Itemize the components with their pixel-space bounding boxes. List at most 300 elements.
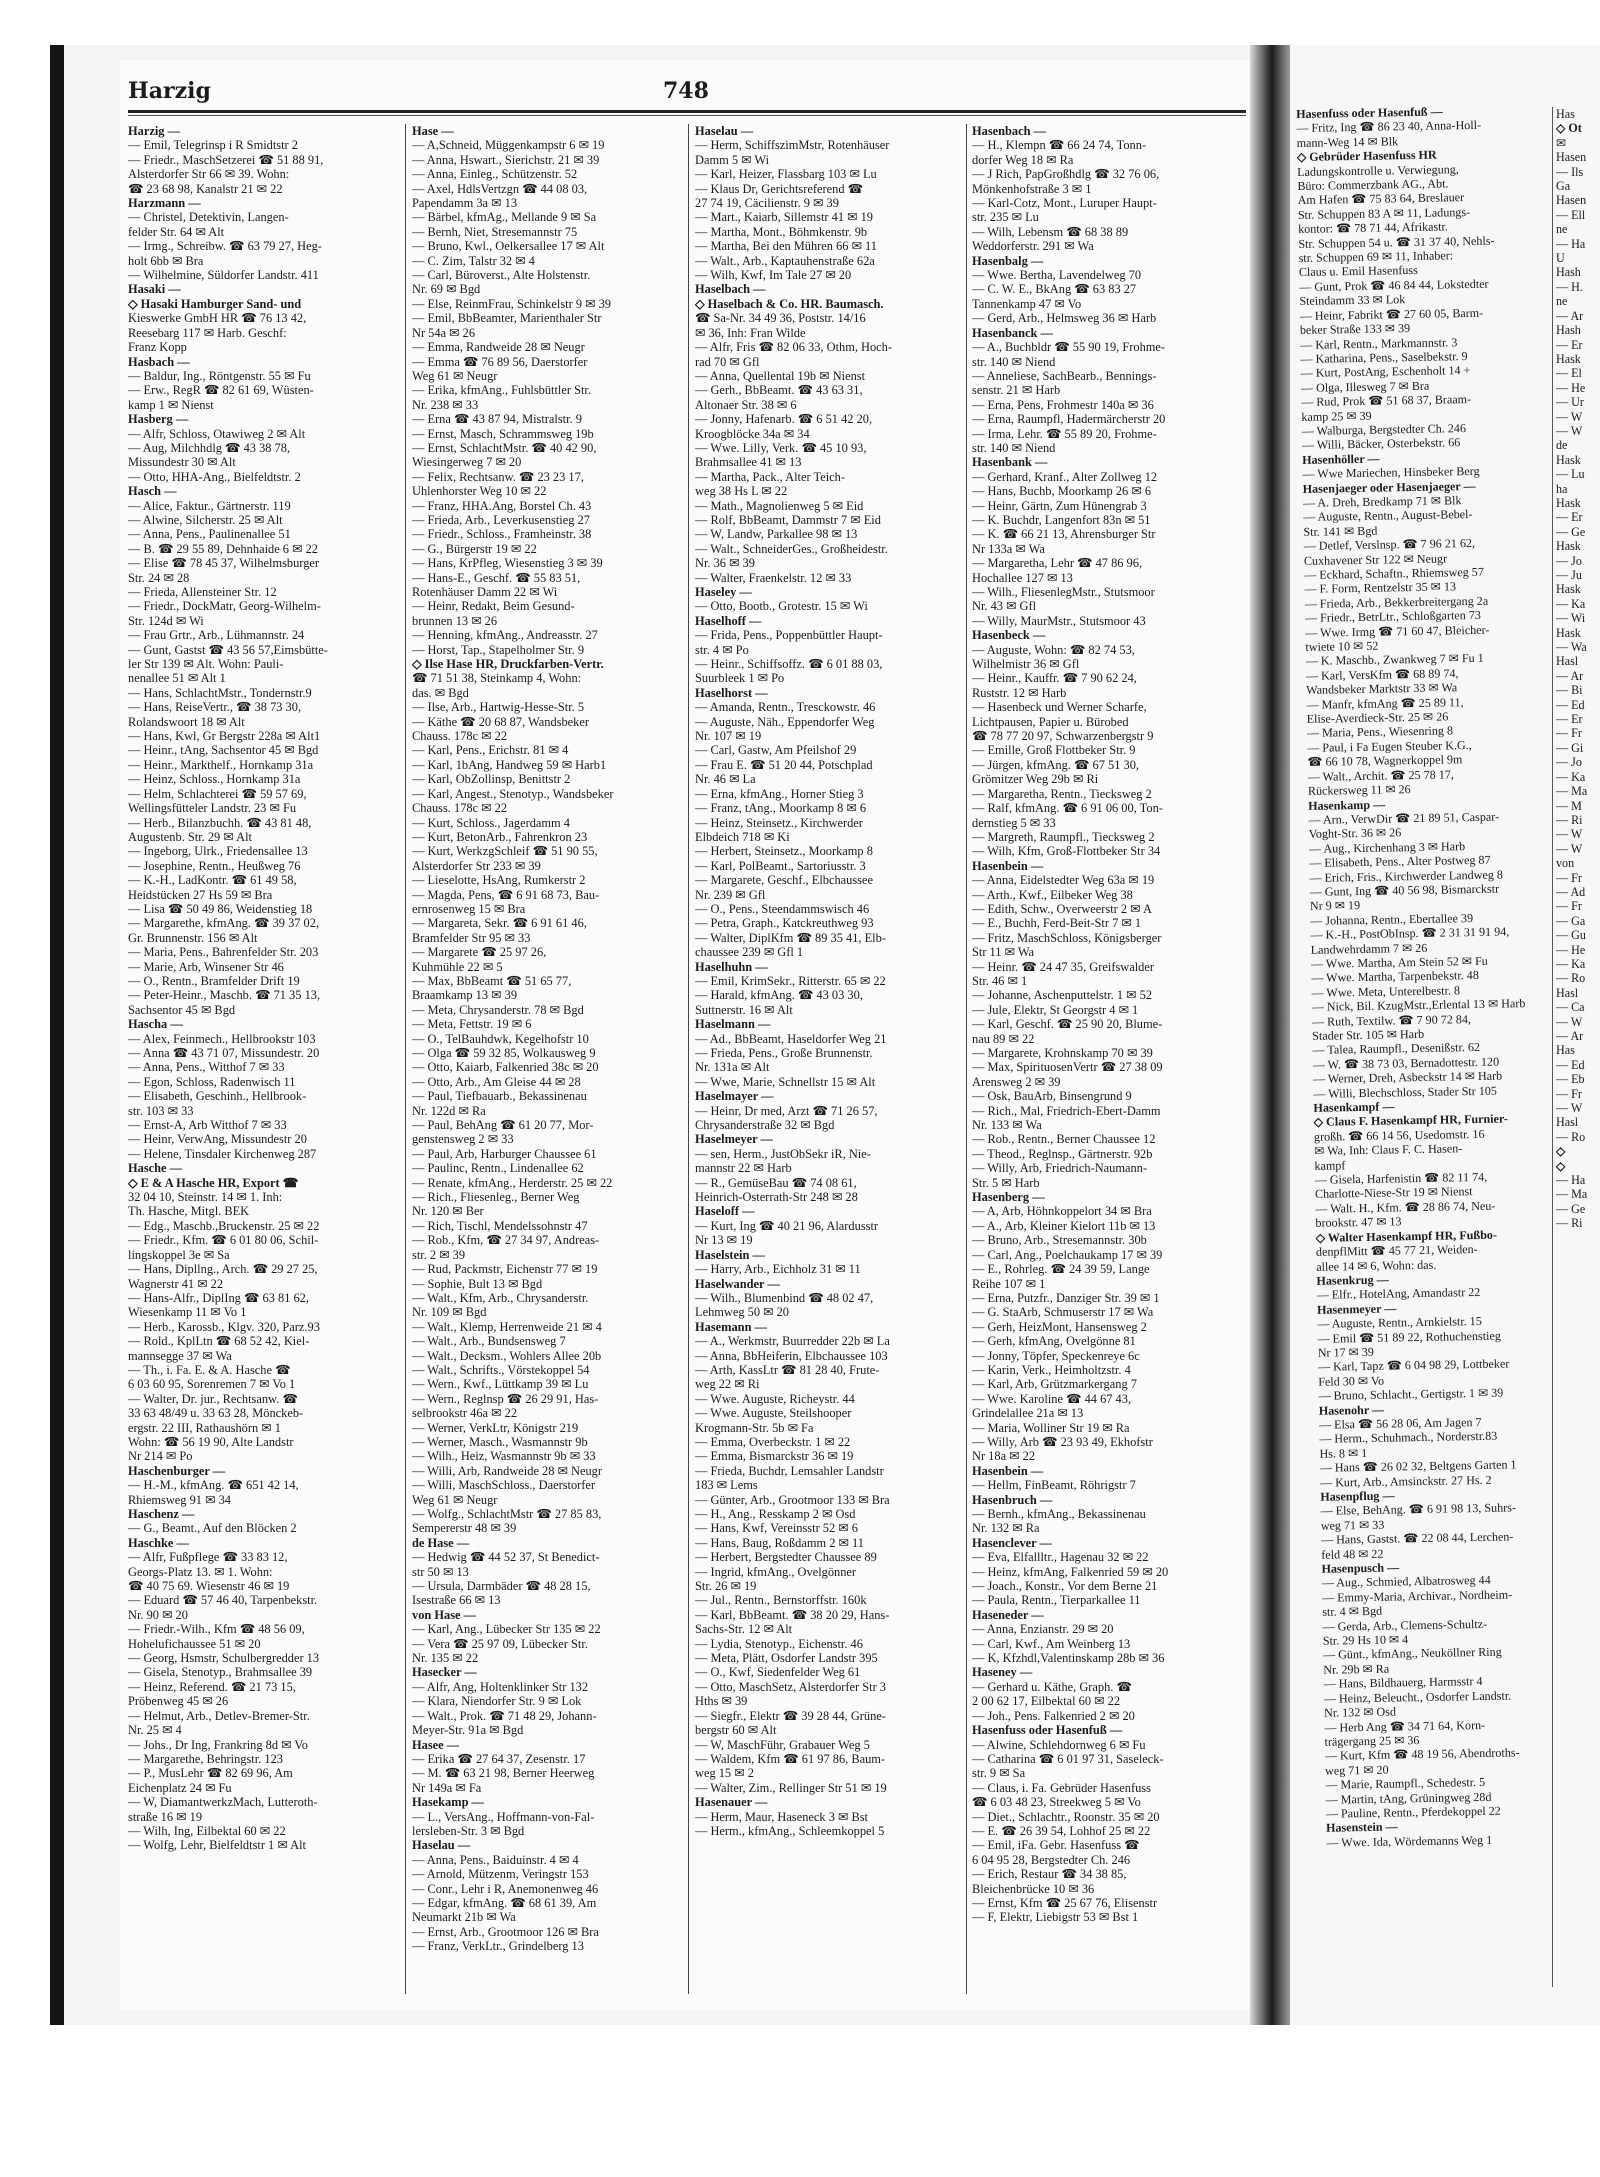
directory-entry-line: — Fr — [1556, 899, 1582, 914]
directory-entry-line: — Margareta, Sekr. ☎ 6 91 61 46, — [412, 916, 587, 931]
directory-entry-line: — Jule, Elektr, St Georgstr 4 ✉ 1 — [972, 1002, 1139, 1017]
directory-entry-line: — Gisela, Harfenistin ☎ 82 11 74, — [1314, 1169, 1488, 1187]
directory-entry-line: Suttnerstr. 16 ✉ Alt — [695, 1002, 793, 1017]
directory-entry-line: — K.-H., LadKontr. ☎ 61 49 58, — [128, 873, 297, 888]
directory-entry-line: — Karl, Ang., Lübecker Str 135 ✉ 22 — [412, 1622, 601, 1637]
directory-entry-line: — Elfr., HotelAng, Amandastr 22 — [1316, 1285, 1481, 1303]
directory-entry-line: — Willy, MaurMstr., Stutsmoor 43 — [972, 613, 1146, 628]
directory-entry-line: Str 11 ✉ Wa — [972, 945, 1035, 960]
directory-entry-line: Franz Kopp — [128, 340, 187, 355]
directory-entry-line: Hasenkrug — — [1316, 1272, 1389, 1288]
header-rule-thin — [128, 115, 1246, 116]
directory-entry-line: — Margarethe, kfmAng. ☎ 39 37 02, — [128, 916, 320, 931]
directory-entry-line: Sachsentor 45 ✉ Bgd — [128, 1002, 236, 1017]
directory-entry-line: — Emille, Groß Flottbeker Str. 9 — [972, 743, 1136, 758]
directory-entry-line: Str. Schuppen 54 u. ☎ 31 37 40, Nehls- — [1298, 233, 1495, 251]
directory-entry-line: das. ✉ Bgd — [412, 685, 469, 700]
directory-entry-line: denpflMitt ☎ 45 77 21, Weiden- — [1315, 1242, 1478, 1259]
directory-entry-line: — Anna, BbHeiferin, Elbchaussee 103 — [695, 1348, 888, 1363]
directory-entry-line: — W — [1556, 423, 1583, 438]
directory-entry-line: — Karl, Geschf. ☎ 25 90 20, Blume- — [972, 1017, 1163, 1032]
directory-entry-line: Altonaer Str. 38 ✉ 6 — [695, 397, 797, 412]
directory-entry-line: mannstr 22 ✉ Harb — [695, 1161, 792, 1176]
directory-entry-line: — Emma, Bismarckstr 36 ✉ 19 — [695, 1449, 854, 1464]
directory-entry-line: — Katharina, Pens., Saselbekstr. 9 — [1300, 348, 1468, 366]
directory-entry-line: Nr. 36 ✉ 39 — [695, 556, 755, 571]
directory-entry-line: — Ernst, Arb., Grootmoor 126 ✉ Bra — [412, 1924, 599, 1939]
directory-entry-line: Grömitzer Weg 29b ✉ Ri — [972, 772, 1099, 787]
directory-entry-line: — Hans, Baug, Roßdamm 2 ✉ 11 — [695, 1535, 864, 1550]
directory-entry-line: — Alwine, Schlehdornweg 6 ✉ Fu — [972, 1737, 1146, 1752]
directory-entry-line: Alsterdorfer Str 233 ✉ 39 — [412, 858, 541, 873]
directory-entry-line: — Gerh., BbBeamt. ☎ 43 63 31, — [695, 383, 863, 398]
directory-entry-line: — Wwe. Irmg ☎ 71 60 47, Bleicher- — [1305, 622, 1490, 640]
directory-entry-line: — Osk, BauArb, Binsengrund 9 — [972, 1089, 1132, 1104]
directory-entry-line: — Paulinc, Rentn., Lindenallee 62 — [412, 1161, 584, 1176]
directory-entry-line: — Arn., VerwDir ☎ 21 89 51, Caspar- — [1308, 809, 1500, 827]
directory-entry-line: Nr. 132 ✉ Ra — [972, 1521, 1040, 1536]
directory-entry-line: — Willi, Arb, Randweide 28 ✉ Neugr — [412, 1463, 602, 1478]
directory-entry-line: Eichenplatz 24 ✉ Fu — [128, 1780, 232, 1795]
directory-entry-line: Mönkenhofstraße 3 ✉ 1 — [972, 181, 1092, 196]
directory-entry-line: — Max, BbBeamt ☎ 51 65 77, — [412, 973, 572, 988]
directory-entry-line: — Werner, VerkLtr, Königstr 219 — [412, 1420, 579, 1435]
directory-entry-line: Haselwander — — [695, 1276, 780, 1291]
directory-entry-line: Hase — — [412, 124, 454, 138]
directory-entry-line: — Vera ☎ 25 97 09, Lübecker Str. — [412, 1636, 588, 1651]
directory-entry-line: — Otto, HHA-Ang., Bielfeldtstr. 2 — [128, 469, 301, 484]
directory-entry-line: Kroogblöcke 34a ✉ 34 — [695, 426, 810, 441]
directory-entry-line: kontor: ☎ 78 71 44, Afrikastr. — [1298, 219, 1449, 237]
directory-entry-line: Bramfelder Str 95 ✉ 33 — [412, 930, 531, 945]
directory-entry-line: dorfer Weg 18 ✉ Ra — [972, 152, 1074, 167]
directory-entry-line: — Theod., Reglnsp., Gärtnerstr. 92b — [972, 1146, 1153, 1161]
directory-entry-line: — Erna, Raumpfl, Hadermärcherstr 20 — [972, 412, 1166, 427]
directory-entry-line: str. 235 ✉ Lu — [972, 210, 1039, 225]
directory-entry-line: Weg 61 ✉ Neugr — [412, 368, 498, 383]
facing-page-edge-column — [1552, 107, 1600, 1987]
directory-entry-line: Wohn: ☎ 56 19 90, Alte Landstr — [128, 1434, 294, 1449]
directory-entry-line: — Karl, Tapz ☎ 6 04 98 29, Lottbeker — [1317, 1356, 1510, 1375]
book-gutter — [1250, 45, 1290, 2025]
directory-entry-line: Hasenbeck — — [972, 628, 1046, 643]
directory-entry-line: Charlotte-Niese-Str 19 ✉ Nienst — [1314, 1184, 1473, 1202]
directory-entry-line: Nr 149a ✉ Fa — [412, 1780, 482, 1795]
directory-entry-line: — Heinz, Schloss., Hornkamp 31a — [128, 772, 301, 787]
directory-entry-line: — Conr., Lehr i R, Anemonenweg 46 — [412, 1881, 599, 1896]
page-number: 748 — [663, 78, 709, 104]
directory-entry-line: — Th., i. Fa. E. & A. Hasche ☎ — [128, 1362, 291, 1377]
directory-entry-line: — Erna, Putzfr., Danziger Str. 39 ✉ 1 — [972, 1290, 1160, 1305]
directory-entry-line: beker Straße 133 ✉ 39 — [1299, 321, 1411, 338]
directory-entry-line: Tannenkamp 47 ✉ Vo — [972, 296, 1082, 311]
directory-entry-line: — Heinr., Kauffr. ☎ 7 90 62 24, — [972, 671, 1137, 686]
directory-entry-line: — G. StaArb, Schmuserstr 17 ✉ Wa — [972, 1305, 1154, 1320]
directory-entry-line: — Auguste, Rentn., August-Bebel- — [1303, 507, 1473, 525]
directory-entry-line: — Eckhard, Schaftn., Rhiemsweg 57 — [1304, 564, 1484, 582]
directory-entry-line: ✉ Wa, Inh: Claus F. C. Hasen- — [1314, 1141, 1463, 1159]
directory-entry-line: — Arth., Kwf., Eilbeker Weg 38 — [972, 887, 1133, 902]
directory-entry-line: weg 38 Hs L ✉ 22 — [695, 484, 788, 499]
directory-entry-line: — Gunt, Ing ☎ 40 56 98, Bismarckstr — [1309, 881, 1500, 899]
directory-entry-line: — Wa — [1556, 640, 1587, 655]
directory-entry-line: — Ka — [1556, 596, 1586, 611]
directory-entry-line: — Fr — [1556, 870, 1582, 885]
directory-entry-line: str. 103 ✉ 33 — [128, 1103, 194, 1118]
directory-entry-line: — Frieda, Allensteiner Str. 12 — [128, 585, 277, 599]
directory-entry-line: — Claus, i. Fa. Gebrüder Hasenfuss — [972, 1780, 1151, 1795]
directory-entry-line: — Axel, HdlsVertzgn ☎ 44 08 03, — [412, 181, 588, 196]
directory-entry-line: ☎ Sa-Nr. 34 49 36, Poststr. 14/16 — [695, 311, 866, 326]
directory-entry-line: ☎ 23 68 98, Kanalstr 21 ✉ 22 — [128, 181, 283, 196]
directory-entry-line: Isestraße 66 ✉ 13 — [412, 1593, 501, 1608]
directory-entry-line: Hascha — — [128, 1017, 183, 1032]
directory-entry-line: — Emma ☎ 76 89 56, Daerstorfer — [412, 354, 588, 369]
directory-entry-line: Hash — [1556, 265, 1581, 280]
directory-entry-line: — G., Beamt., Auf den Blöcken 2 — [128, 1521, 297, 1536]
directory-entry-line: — Anna, Enzianstr. 29 ✉ 20 — [972, 1622, 1114, 1637]
directory-entry-line: — Math., Magnolienweg 5 ✉ Eid — [695, 498, 864, 513]
directory-entry-line: Hasenkampf — — [1313, 1099, 1395, 1115]
directory-entry-line: Rückersweg 11 ✉ 26 — [1307, 782, 1411, 798]
directory-entry-line: — Frau Grtr., Arb., Lühmannstr. 24 — [128, 628, 305, 643]
directory-entry-line: Ga — [1556, 179, 1571, 194]
directory-entry-line: — Hans, SchlachtMstr., Tondernstr.9 — [128, 685, 312, 700]
directory-entry-line: — H.-M., kfmAng. ☎ 651 42 14, — [128, 1478, 299, 1493]
directory-entry-line: — Emmy-Maria, Archivar., Nordheim- — [1321, 1587, 1513, 1605]
directory-entry-line: ☎ 40 75 69. Wiesenstr 46 ✉ 19 — [128, 1579, 290, 1594]
directory-entry-line: Gr. Brunnenstr. 156 ✉ Alt — [128, 930, 258, 945]
directory-entry-line: Steindamm 33 ✉ Lok — [1299, 292, 1406, 309]
directory-entry-line: — G., Bürgerstr 19 ✉ 22 — [412, 541, 537, 556]
directory-entry-line: — Ga — [1556, 913, 1586, 928]
directory-entry-line: Bleichenbrücke 10 ✉ 36 — [972, 1881, 1095, 1896]
directory-entry-line: — Carl, Büroverst., Alte Holstenstr. — [412, 268, 591, 283]
directory-entry-line: — Frieda, Buchdr, Lemsahler Landstr — [695, 1463, 884, 1478]
directory-entry-line: Heinrich-Osterrath-Str 248 ✉ 28 — [695, 1190, 858, 1205]
directory-entry-line: — Ma — [1556, 784, 1588, 799]
directory-entry-line: — Ad — [1556, 884, 1586, 899]
directory-entry-line: — E., Rohrleg. ☎ 24 39 59, Lange — [972, 1262, 1150, 1277]
directory-entry-line: Hask — [1556, 495, 1581, 510]
directory-entry-line: — He — [1556, 380, 1586, 395]
directory-entry-line: — Er — [1556, 337, 1583, 352]
directory-entry-line: nenallee 51 ✉ Alt 1 — [128, 671, 226, 686]
directory-entry-line: Hasenauer — — [695, 1795, 768, 1810]
directory-entry-line: — L., VersAng., Hoffmann-von-Fal- — [412, 1809, 595, 1824]
directory-entry-line: — Else, ReinmFrau, Schinkelstr 9 ✉ 39 — [412, 296, 611, 311]
directory-entry-line: — Bernh, Niet, Stresemannstr 75 — [412, 224, 578, 239]
directory-entry-line: — Emil ☎ 51 89 22, Rothuchenstieg — [1317, 1328, 1501, 1346]
directory-entry-line: ◇ E & A Hasche HR, Export ☎ — [128, 1175, 299, 1190]
directory-entry-line: — Maria, Pens., Wiesenring 8 — [1306, 723, 1454, 741]
directory-entry-line: — H., Ang., Resskamp 2 ✉ Osd — [695, 1507, 856, 1521]
directory-entry-line: ◇ Claus F. Hasenkampf HR, Furnier- — [1313, 1111, 1509, 1130]
directory-entry-line: — Kurt, WerkzgSchleif ☎ 51 90 55, — [412, 844, 598, 859]
directory-entry-line: — A., Buchbldr ☎ 55 90 19, Frohme- — [972, 340, 1166, 355]
directory-entry-line: Hasenmeyer — — [1316, 1301, 1397, 1317]
directory-entry-line: — H. — [1556, 279, 1583, 294]
directory-entry-line: Hasenjaeger oder Hasenjaeger — — [1302, 478, 1476, 496]
directory-entry-line: rad 70 ✉ Gfl — [695, 354, 760, 369]
directory-entry-line: Hasecker — — [412, 1665, 477, 1680]
directory-entry-line: Krogmann-Str. 5b ✉ Fa — [695, 1420, 814, 1435]
directory-entry-line: von Hase — — [412, 1607, 477, 1622]
directory-entry-line: Rolandswoort 18 ✉ Alt — [128, 714, 245, 729]
directory-entry-line: — Herm, SchiffszimMstr, Rotenhäuser — [695, 138, 890, 153]
directory-entry-line: ☎ 71 51 38, Steinkamp 4, Wohn: — [412, 671, 582, 686]
directory-entry-line: — Egon, Schloss, Radenwisch 11 — [128, 1074, 296, 1089]
directory-entry-line: — Gunt, Gastst ☎ 43 56 57,Eimsbütte- — [128, 642, 328, 657]
directory-entry-line: — Emil, KrimSekr., Ritterstr. 65 ✉ 22 — [695, 973, 886, 988]
directory-entry-line: Arensweg 2 ✉ 39 — [972, 1074, 1061, 1089]
directory-entry-line: — Hans ☎ 26 02 32, Beltgens Garten 1 — [1319, 1457, 1517, 1475]
directory-entry-line: — Kurt, Arb., Amsinckstr. 27 Hs. 2 — [1319, 1472, 1492, 1490]
directory-entry-line: Nr. 107 ✉ 19 — [695, 729, 762, 744]
directory-entry-line: — Karl, Angest., Stenotyp., Wandsbeker — [412, 786, 614, 801]
directory-entry-line: straße 16 ✉ 19 — [128, 1809, 203, 1824]
directory-entry-line: Claus u. Emil Hasenfuss — [1298, 263, 1418, 280]
directory-entry-line: — Walt., Schrifts., Vörstekoppel 54 — [412, 1362, 590, 1377]
directory-entry-line: Hasenhöller — — [1302, 451, 1380, 467]
directory-entry-line: Hasenfuss oder Hasenfuß — — [972, 1723, 1123, 1738]
directory-entry-line: Hasenstein — — [1325, 1819, 1398, 1836]
directory-entry-line: Haselau — — [695, 124, 754, 138]
directory-entry-line: — Hans, Gastst. ☎ 22 08 44, Lerchen- — [1320, 1529, 1514, 1547]
directory-entry-line: — Aug., Schmied, Albatrosweg 44 — [1321, 1573, 1491, 1591]
directory-entry-line: — Fr — [1556, 726, 1582, 741]
directory-entry-line: — Hans, Dipllng., Arch. ☎ 29 27 25, — [128, 1262, 318, 1277]
directory-entry-line: de — [1556, 438, 1568, 453]
directory-entry-line: — A., Werkmstr, Buurredder 22b ✉ La — [695, 1334, 890, 1349]
directory-entry-line: — Gisela, Stenotyp., Brahmsallee 39 — [128, 1665, 313, 1680]
directory-entry-line: — Wwe. Auguste, Richeystr. 44 — [695, 1391, 855, 1406]
directory-entry-line: ◇ Haselbach & Co. HR. Baumasch. — [695, 296, 884, 311]
directory-entry-line: Nr. 109 ✉ Bgd — [412, 1305, 487, 1320]
directory-entry-line: — Maria, Wolliner Str 19 ✉ Ra — [972, 1420, 1130, 1435]
directory-entry-line: Haselhorst — — [695, 685, 768, 700]
directory-entry-line: — Fritz, Ing ☎ 86 23 40, Anna-Holl- — [1296, 118, 1482, 136]
directory-entry-line: — Ur — [1556, 395, 1584, 410]
directory-entry-line: — Walt. H., Kfm. ☎ 28 86 74, Neu- — [1315, 1198, 1496, 1216]
directory-entry-line: — Eb — [1556, 1072, 1585, 1087]
directory-entry-line: — Amanda, Rentn., Tresckowstr. 46 — [695, 700, 876, 715]
directory-entry-line: str. 9 ✉ Sa — [972, 1766, 1026, 1781]
directory-entry-line: Haselmayer — — [695, 1089, 774, 1104]
directory-entry-line: — Baldur, Ing., Röntgenstr. 55 ✉ Fu — [128, 368, 311, 383]
directory-entry-line: — Erika, kfmAng., Fuhlsbüttler Str. — [412, 383, 591, 398]
directory-entry-line: Büro: Commerzbank AG., Abt. — [1297, 176, 1449, 194]
directory-entry-line: — Ils — [1556, 164, 1584, 179]
directory-entry-line: — Otto, Bootb., Grotestr. 15 ✉ Wi — [695, 599, 868, 614]
directory-entry-line: Hask — [1556, 351, 1581, 366]
directory-entry-line: str. 4 ✉ Po — [695, 642, 749, 657]
directory-entry-line: — B. ☎ 29 55 89, Dehnhaide 6 ✉ 22 — [128, 541, 318, 556]
directory-entry-line: — Wilhelmine, Süldorfer Landstr. 411 — [128, 268, 319, 283]
directory-entry-line: Nr. 132 ✉ Osd — [1323, 1704, 1397, 1720]
directory-entry-line: — O., Pens., Steendammswisch 46 — [695, 901, 870, 916]
directory-entry-line: — Margreth, Raumpfl., Tiecksweg 2 — [972, 829, 1155, 844]
directory-entry-line: senstr. 21 ✉ Harb — [972, 383, 1061, 398]
directory-entry-line: Nr. 25 ✉ 4 — [128, 1723, 182, 1738]
directory-entry-line: — Alex, Feinmech., Hellbrookstr 103 — [128, 1031, 316, 1046]
column-divider — [688, 124, 689, 1994]
directory-entry-line: — Willi, Blechschloss, Stader Str 105 — [1313, 1083, 1498, 1101]
directory-entry-line: — Ka — [1556, 956, 1586, 971]
directory-column-2 — [412, 124, 682, 1994]
directory-entry-line: — Franz, VerkLtr., Grindelberg 13 — [412, 1939, 584, 1954]
directory-entry-line: — Edg., Maschb.,Bruckenstr. 25 ✉ 22 — [128, 1218, 320, 1233]
directory-entry-line: — Franz, tAng., Moorkamp 8 ✉ 6 — [695, 801, 867, 816]
directory-entry-line: — Wwe. Ida, Wördemanns Weg 1 — [1326, 1832, 1493, 1850]
directory-entry-line: — Walt., Prok. ☎ 71 48 29, Johann- — [412, 1708, 597, 1723]
directory-entry-line: — Heinr., Schiffsoffz. ☎ 6 01 88 03, — [695, 657, 883, 672]
directory-entry-line: — E., Buchh, Ferd-Beit-Str 7 ✉ 1 — [972, 916, 1142, 931]
directory-entry-line: — Wi — [1556, 611, 1586, 626]
directory-entry-line: genstensweg 2 ✉ 33 — [412, 1132, 514, 1147]
directory-entry-line: — Manfr, kfmAng ☎ 25 89 11, — [1306, 694, 1464, 712]
directory-entry-line: Stader Str. 105 ✉ Harb — [1312, 1026, 1425, 1043]
directory-entry-line: Damm 5 ✉ Wi — [695, 152, 770, 167]
directory-entry-line: — Karl, PolBeamt., Sartoriusstr. 3 — [695, 858, 866, 873]
directory-entry-line: bergstr 60 ✉ Alt — [695, 1723, 777, 1738]
directory-entry-line: — Walter, Zim., Rellinger Str 51 ✉ 19 — [695, 1780, 887, 1795]
directory-entry-line: — Anna, Pens., Witthof 7 ✉ 33 — [128, 1060, 285, 1075]
directory-entry-line: — Else, BehAng. ☎ 6 91 98 13, Suhrs- — [1320, 1500, 1517, 1519]
directory-entry-line: — Gi — [1556, 740, 1584, 755]
directory-entry-line: — Hans, Buchb, Moorkamp 26 ✉ 6 — [972, 484, 1152, 499]
directory-entry-line: — Ell — [1556, 207, 1586, 222]
directory-entry-line: Th. Hasche, Mitgl. BEK — [128, 1204, 250, 1219]
directory-entry-line: — M. ☎ 63 21 98, Berner Heerweg — [412, 1766, 595, 1781]
directory-entry-line: — Erna, kfmAng., Horner Stieg 3 — [695, 786, 864, 801]
directory-entry-line: — Erika ☎ 27 64 37, Zesenstr. 17 — [412, 1751, 586, 1766]
directory-entry-line: Hasberg — — [128, 412, 189, 427]
directory-entry-line: Wandsbeker Marktstr 33 ✉ Wa — [1306, 680, 1458, 698]
directory-entry-line: Missundestr 30 ✉ Alt — [128, 455, 236, 470]
directory-entry-line: — Gerh, HeizMont, Hansensweg 2 — [972, 1319, 1147, 1334]
directory-entry-line: Str. 141 ✉ Bgd — [1303, 523, 1378, 539]
directory-entry-line: Nr. 239 ✉ Gfl — [695, 887, 766, 902]
directory-entry-line: — Johanna, Rentn., Ebertallee 39 — [1310, 910, 1474, 928]
directory-entry-line: — Elisabeth, Geschinh., Hellbrook- — [128, 1089, 307, 1104]
directory-entry-line: de Hase — — [412, 1535, 470, 1550]
directory-entry-line: — Kurt, Kfm ☎ 48 19 56, Abendroths- — [1324, 1745, 1520, 1764]
directory-entry-line: — W, MaschFühr, Grabauer Weg 5 — [695, 1737, 870, 1752]
directory-entry-line: — Aug., Kirchenhang 3 ✉ Harb — [1308, 838, 1466, 856]
directory-entry-line: Sempererstr 48 ✉ 39 — [412, 1521, 517, 1536]
directory-entry-line: chaussee 239 ✉ Gfl 1 — [695, 945, 804, 960]
directory-entry-line: — Franz, HHA.Ang, Borstel Ch. 43 — [412, 498, 592, 513]
directory-entry-line: — Karl, BbBeamt. ☎ 38 20 29, Hans- — [695, 1607, 890, 1622]
directory-entry-line: 32 04 10, Steinstr. 14 ✉ 1. Inh: — [128, 1190, 283, 1205]
directory-entry-line: kamp 25 ✉ 39 — [1301, 408, 1372, 424]
directory-entry-line: Nr. 131a ✉ Alt — [695, 1060, 770, 1075]
directory-entry-line: — Waldem, Kfm ☎ 61 97 86, Baum- — [695, 1751, 886, 1766]
directory-entry-line: — Günter, Arb., Grootmoor 133 ✉ Bra — [695, 1492, 890, 1507]
directory-entry-line: mann-Weg 14 ✉ Blk — [1296, 134, 1399, 150]
directory-entry-line: — Ernst, Masch, Schrammsweg 19b — [412, 426, 594, 441]
directory-entry-line: Heidstücken 27 Hs 59 ✉ Bra — [128, 887, 273, 902]
directory-entry-line: — Walt., Kfm, Arb., Chrysanderstr. — [412, 1290, 589, 1305]
directory-entry-line: Rotenhäuser Damm 22 ✉ Wi — [412, 585, 558, 599]
directory-entry-line: — El — [1556, 366, 1582, 381]
directory-entry-line: — Willy, Arb ☎ 23 93 49, Ekhofstr — [972, 1434, 1153, 1449]
directory-entry-line: — Ro — [1556, 1129, 1586, 1144]
directory-entry-line: — Jonny, Hafenarb. ☎ 6 51 42 20, — [695, 412, 873, 427]
directory-entry-line: — Paul, Arb, Harburger Chaussee 61 — [412, 1146, 597, 1161]
directory-entry-line: — Ingeborg, Ulrk., Friedensallee 13 — [128, 844, 308, 859]
directory-entry-line: — Edith, Schw., Overweerstr 2 ✉ A — [972, 901, 1152, 916]
directory-entry-line: — Heinr, VerwAng, Missundestr 20 — [128, 1132, 307, 1147]
directory-entry-line: — W — [1556, 1014, 1583, 1029]
directory-entry-line: Nr 133a ✉ Wa — [972, 541, 1045, 556]
directory-entry-line: — Wolfg., SchlachtMstr ☎ 27 85 83, — [412, 1507, 602, 1521]
directory-entry-line: — Alfr, Schloss, Otawiweg 2 ✉ Alt — [128, 426, 306, 441]
directory-entry-line: — Harry, Arb., Eichholz 31 ✉ 11 — [695, 1262, 861, 1277]
directory-entry-line: Hasenbach — — [972, 124, 1047, 138]
directory-entry-line: — Felix, Rechtsanw. ☎ 23 23 17, — [412, 469, 584, 484]
directory-entry-line: Hasenbein — — [972, 1463, 1044, 1478]
directory-entry-line: Hasekamp — — [412, 1795, 484, 1810]
directory-entry-line: Haseney — — [972, 1665, 1033, 1680]
directory-entry-line: Hasenbruch — — [972, 1492, 1053, 1507]
directory-entry-line: — Jo — [1556, 755, 1582, 770]
directory-entry-line: — Werner, Dreh, Asbeckstr 14 ✉ Harb — [1312, 1068, 1503, 1087]
directory-entry-line: — O., Kwf, Siedenfelder Weg 61 — [695, 1665, 861, 1680]
directory-entry-line: — Günt., kfmAng., Neuköllner Ring — [1322, 1645, 1502, 1663]
directory-entry-line: — A., Arb, Kleiner Kielort 11b ✉ 13 — [972, 1218, 1156, 1233]
directory-entry-line: — A. Dreh, Bredkamp 71 ✉ Blk — [1302, 493, 1462, 510]
directory-entry-line: Hasch — — [128, 484, 177, 499]
directory-entry-line: — Karl-Cotz, Mont., Luruper Haupt- — [972, 196, 1157, 211]
directory-entry-line: str 50 ✉ 13 — [412, 1564, 469, 1579]
directory-entry-line: ◇ Gebrüder Hasenfuss HR — [1296, 147, 1437, 165]
directory-entry-line: Haschenz — — [128, 1507, 195, 1521]
page-header — [128, 78, 1246, 108]
directory-entry-line: — Er — [1556, 712, 1583, 727]
directory-entry-line: Landwehrdamm 7 ✉ 26 — [1310, 940, 1428, 957]
directory-entry-line: Hash — [1556, 323, 1581, 338]
directory-entry-line: — Arth, KassLtr ☎ 81 28 40, Frute- — [695, 1362, 880, 1377]
directory-entry-line: — Wilh., Blumenbind ☎ 48 02 47, — [695, 1290, 874, 1305]
column-divider — [405, 124, 406, 1994]
directory-entry-line: — Herbert, Bergstedter Chaussee 89 — [695, 1550, 877, 1565]
directory-entry-line: ☎ 66 10 78, Wagnerkoppel 9m — [1307, 752, 1463, 770]
directory-entry-line: Papendamm 3a ✉ 13 — [412, 196, 518, 211]
directory-entry-line: Hs. 8 ✉ 1 — [1319, 1445, 1368, 1461]
directory-entry-line: — W — [1556, 409, 1583, 424]
directory-entry-line: — Detlef, Verslnsp. ☎ 7 96 21 62, — [1303, 536, 1476, 554]
directory-entry-line: — Olga, Illesweg 7 ✉ Bra — [1300, 378, 1430, 395]
directory-entry-line: — Auguste, Näh., Eppendorfer Weg — [695, 714, 875, 729]
directory-entry-line: Nr. 90 ✉ 20 — [128, 1607, 188, 1622]
directory-entry-line: Uhlenhorster Weg 10 ✉ 22 — [412, 484, 547, 499]
directory-entry-line: Pröbenweg 45 ✉ 26 — [128, 1694, 229, 1709]
directory-entry-line: — Gu — [1556, 928, 1586, 943]
directory-entry-line: — Ha — [1556, 236, 1586, 251]
directory-entry-line: — Elsa ☎ 56 28 06, Am Jagen 7 — [1318, 1414, 1482, 1432]
directory-entry-line: — Anna, Pens., Baiduinstr. 4 ✉ 4 — [412, 1852, 579, 1867]
directory-entry-line: — Rolf, BbBeamt, Dammstr 7 ✉ Eid — [695, 512, 881, 527]
directory-entry-line: — Karl, Heizer, Flassbarg 103 ✉ Lu — [695, 167, 877, 182]
directory-entry-line: — Magda, Pens, ☎ 6 91 68 73, Bau- — [412, 887, 600, 902]
directory-entry-line: — Ingrid, kfmAng., Ovelgönner — [695, 1564, 857, 1579]
directory-entry-line: 183 ✉ Lems — [695, 1478, 758, 1493]
directory-entry-line: Haselbach — — [695, 282, 766, 297]
directory-entry-line: — Margaretha, Rentn., Tiecksweg 2 — [972, 786, 1152, 801]
directory-entry-line: — Jo — [1556, 553, 1582, 568]
